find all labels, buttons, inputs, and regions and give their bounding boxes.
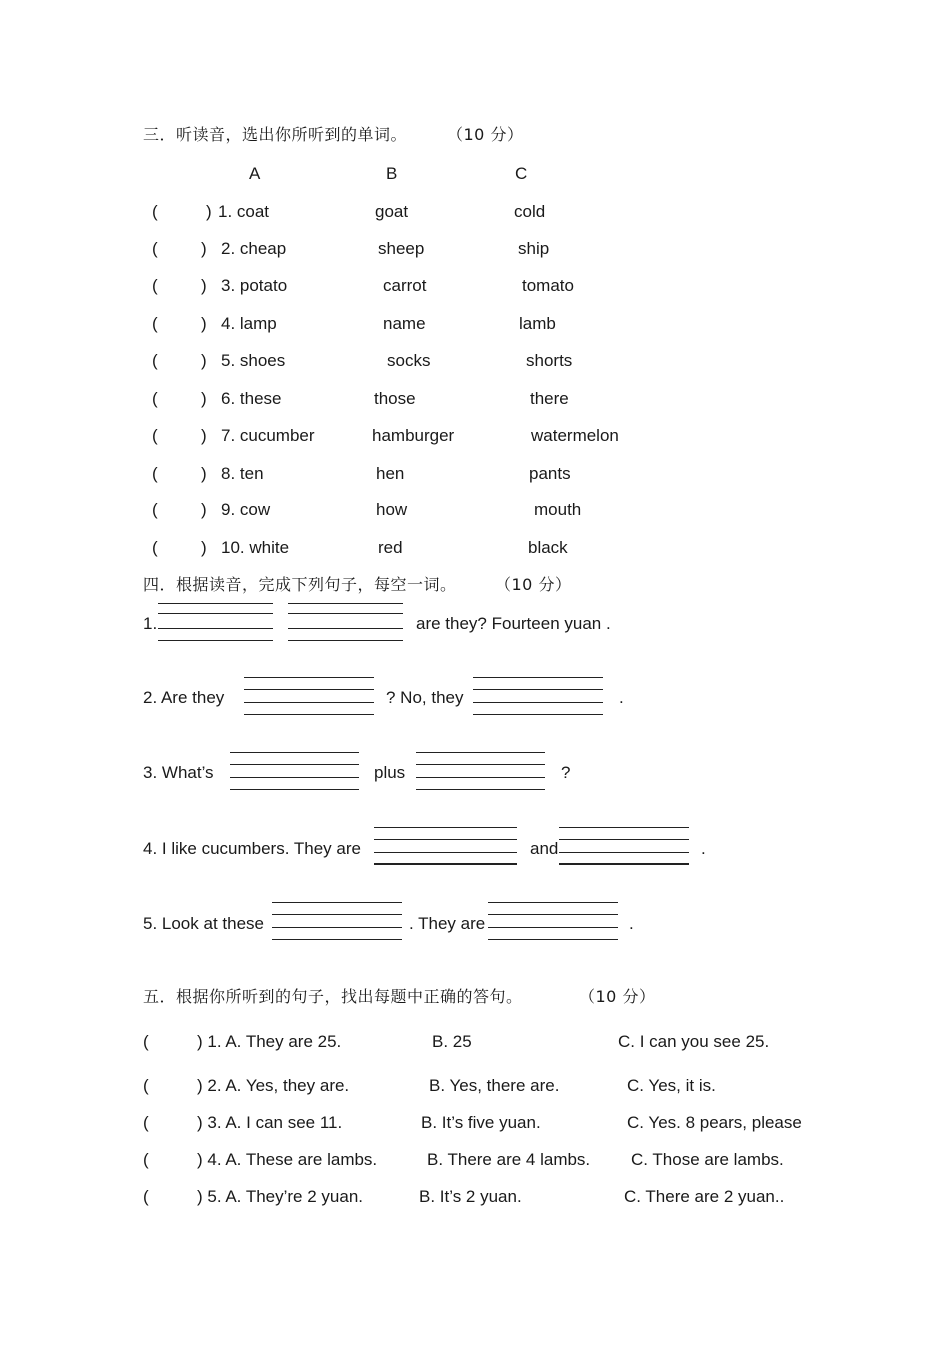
answer-paren-close: ) [201, 389, 207, 408]
option-b: how [376, 500, 408, 519]
question-lead: 3. What’s [143, 763, 214, 782]
answer-paren-close: ) [201, 500, 207, 519]
option-b: sheep [378, 239, 425, 258]
option-b: B. There are 4 lambs. [427, 1150, 591, 1169]
question-text: are they? Fourteen yuan . [416, 614, 611, 633]
option-c: shorts [526, 351, 573, 370]
option-a: 9. cow [221, 500, 271, 519]
answer-paren-close: ) [201, 351, 207, 370]
answer-blank[interactable] [272, 902, 402, 940]
option-c: C. There are 2 yuan.. [624, 1187, 785, 1206]
option-c: watermelon [531, 426, 619, 445]
question-middle: ? No, they [386, 688, 464, 707]
option-a: 7. cucumber [221, 426, 315, 445]
answer-paren-open: ( [152, 276, 158, 295]
option-b: goat [375, 202, 409, 221]
column-header-a: A [249, 164, 261, 183]
answer-paren-open: ( [152, 389, 158, 408]
answer-paren-close: ) [201, 239, 207, 258]
option-b: carrot [383, 276, 427, 295]
option-c: black [528, 538, 568, 557]
option-b: B. Yes, there are. [429, 1076, 560, 1095]
answer-paren-open: ( [152, 464, 158, 483]
answer-paren-close: ) [201, 426, 207, 445]
section-3-score: （10 分） [447, 125, 524, 144]
question-lead: 5. Look at these [143, 914, 264, 933]
answer-blank[interactable] [473, 677, 603, 715]
section-5-score: （10 分） [579, 987, 656, 1006]
answer-paren-open: ( [152, 426, 158, 445]
option-b: red [378, 538, 403, 557]
answer-paren-open: ( [143, 1113, 149, 1132]
option-a: ) 3. A. I can see 11. [197, 1113, 343, 1132]
question-middle: and [530, 839, 559, 858]
answer-blank[interactable] [488, 902, 618, 940]
answer-paren-close: ) [201, 464, 207, 483]
option-c: cold [514, 202, 546, 221]
answer-paren-open: ( [152, 314, 158, 333]
option-a: 8. ten [221, 464, 264, 483]
option-a: 3. potato [221, 276, 288, 295]
answer-paren-open: ( [152, 351, 158, 370]
option-b: B. 25 [432, 1032, 472, 1051]
option-a: 1. coat [218, 202, 270, 221]
question-middle: plus [374, 763, 406, 782]
option-a: ) 2. A. Yes, they are. [197, 1076, 350, 1095]
option-c: tomato [522, 276, 574, 295]
section-4-score: （10 分） [495, 575, 572, 594]
answer-blank[interactable] [288, 603, 403, 641]
section-3-heading: 三．听读音，选出你所听到的单词。 [143, 125, 408, 144]
answer-blank[interactable] [158, 603, 273, 641]
answer-paren-open: ( [143, 1187, 149, 1206]
option-c: C. Yes. 8 pears, please [627, 1113, 802, 1132]
option-a: 4. lamp [221, 314, 277, 333]
question-end: . [619, 688, 624, 707]
option-c: C. Yes, it is. [627, 1076, 716, 1095]
answer-paren-close: ) [201, 538, 207, 557]
option-b: socks [387, 351, 431, 370]
question-end: . [629, 914, 634, 933]
option-c: pants [529, 464, 571, 483]
answer-blank[interactable] [374, 827, 517, 865]
option-b: B. It’s 2 yuan. [419, 1187, 522, 1206]
answer-paren-open: ( [152, 538, 158, 557]
option-a: 6. these [221, 389, 282, 408]
column-header-c: C [515, 164, 528, 183]
question-end: ? [561, 763, 571, 782]
section-4-heading: 四．根据读音，完成下列句子，每空一词。 [143, 575, 457, 594]
answer-paren-open: ( [143, 1150, 149, 1169]
option-b: B. It’s five yuan. [421, 1113, 541, 1132]
column-header-b: B [386, 164, 398, 183]
question-end: . [701, 839, 706, 858]
option-a: ) 5. A. They’re 2 yuan. [197, 1187, 363, 1206]
answer-blank[interactable] [230, 752, 359, 790]
question-middle: . They are [409, 914, 486, 933]
question-lead: 4. I like cucumbers. They are [143, 839, 361, 858]
answer-paren-open: ( [143, 1076, 149, 1095]
option-c: C. I can you see 25. [618, 1032, 770, 1051]
option-b: hen [376, 464, 405, 483]
option-b: name [383, 314, 426, 333]
answer-paren-open: ( [152, 202, 158, 221]
answer-paren-open: ( [143, 1032, 149, 1051]
option-b: those [374, 389, 416, 408]
option-c: ship [518, 239, 550, 258]
answer-paren-close: ) [201, 276, 207, 295]
option-c: C. Those are lambs. [631, 1150, 784, 1169]
option-c: mouth [534, 500, 582, 519]
answer-paren-open: ( [152, 239, 158, 258]
question-number: 1. [143, 614, 158, 633]
option-c: lamb [519, 314, 556, 333]
answer-paren-close: ) [201, 314, 207, 333]
option-c: there [530, 389, 569, 408]
answer-blank[interactable] [416, 752, 545, 790]
section-5-heading: 五．根据你所听到的句子，找出每题中正确的答句。 [143, 987, 523, 1006]
answer-blank[interactable] [244, 677, 374, 715]
answer-paren-close: ) [206, 202, 212, 221]
option-a: 2. cheap [221, 239, 287, 258]
question-lead: 2. Are they [143, 688, 225, 707]
answer-paren-open: ( [152, 500, 158, 519]
answer-blank[interactable] [559, 827, 689, 865]
option-a: 10. white [221, 538, 290, 557]
option-a: 5. shoes [221, 351, 286, 370]
option-a: ) 4. A. These are lambs. [197, 1150, 378, 1169]
option-a: ) 1. A. They are 25. [197, 1032, 342, 1051]
option-b: hamburger [372, 426, 455, 445]
